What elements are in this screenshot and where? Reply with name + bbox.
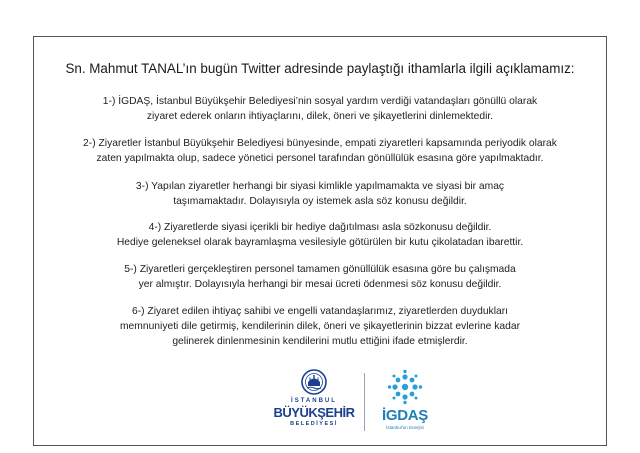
logo-row <box>34 369 606 443</box>
paragraph-line: 5-) Ziyaretleri gerçekleştiren personel tamamen gönüllülük esasına göre bu çalışmada <box>124 264 516 275</box>
paragraph-4 <box>34 220 606 250</box>
paragraph-line: Hediye geleneksel olarak bayramlaşma vesilesiyle götürülen bir kutu çikolatadan ibarettir. <box>116 237 524 248</box>
paragraph-line: ziyaret ederek onların ihtiyaçlarını, dilek, öneri ve şikayetlerini dinlemektedir. <box>146 111 494 122</box>
ibb-logo-main-text: BÜYÜKŞEHİR <box>273 405 355 420</box>
paragraph-2 <box>34 136 606 166</box>
statement-frame <box>33 36 607 446</box>
paragraph-3 <box>34 179 606 209</box>
paragraph-line: 6-) Ziyaret edilen ihtiyaç sahibi ve engelli vatandaşlarımız, ziyaretlerden duydukları <box>131 306 509 317</box>
paragraph-line: 4-) Ziyaretlerde siyasi içerikli bir hediye dağıtılması asla sözkonusu değildir. <box>148 222 492 233</box>
paragraph-line: taşımamaktadır. Dolayısıyla oy istemek asla söz konusu değildir. <box>173 196 467 207</box>
paragraph-6 <box>34 304 606 349</box>
igdas-logo-tagline: İstanbul'un Enerjisi <box>386 425 424 430</box>
ibb-logo-bottom-text: BELEDİYESİ <box>290 421 338 427</box>
paragraph-5 <box>34 262 606 292</box>
paragraph-line: 3-) Yapılan ziyaretler herhangi bir siyasi kimlikle yapılmamakta ve siyasi bir amaç <box>135 181 505 192</box>
paragraph-line: 1-) İGDAŞ, İstanbul Büyükşehir Belediyesi’nin sosyal yardım verdiği vatandaşları gönüllü olarak <box>102 96 538 107</box>
paragraph-line: 2-) Ziyaretler İstanbul Büyükşehir Belediyesi bünyesinde, empati ziyaretleri kapsamında periyodik olarak <box>83 138 557 149</box>
paragraph-line: gelinerek dinlenmesinin kendilerini mutlu ettiğini ifade etmişlerdir. <box>172 336 468 347</box>
igdas-flame-icon <box>387 369 423 405</box>
paragraph-line: yer almıştır. Dolayısıyla herhangi bir mesai ücreti ödenmesi söz konusu değildir. <box>138 279 502 290</box>
statement-heading: Sn. Mahmut TANAL’ın bugün Twitter adresinde paylaştığı ithamlarla ilgili açıklamamız: <box>65 61 575 76</box>
ibb-logo-top-text: İSTANBUL <box>291 398 337 404</box>
ibb-emblem-icon <box>301 369 327 395</box>
igdas-logo-text: İGDAŞ <box>381 407 428 424</box>
logo-divider <box>364 373 365 431</box>
ibb-logo <box>269 369 359 439</box>
paragraph-line: zaten yapılmakta olup, sadece yönetici personel tarafından gönüllülük esasına göre yapılmaktadır. <box>96 153 544 164</box>
igdas-logo <box>374 369 436 439</box>
paragraph-1 <box>34 94 606 124</box>
paragraph-line: memnuniyeti dile getirmiş, kendilerinin dilek, öneri ve şikayetlerinin bizzat evlerine kadar <box>119 321 521 332</box>
